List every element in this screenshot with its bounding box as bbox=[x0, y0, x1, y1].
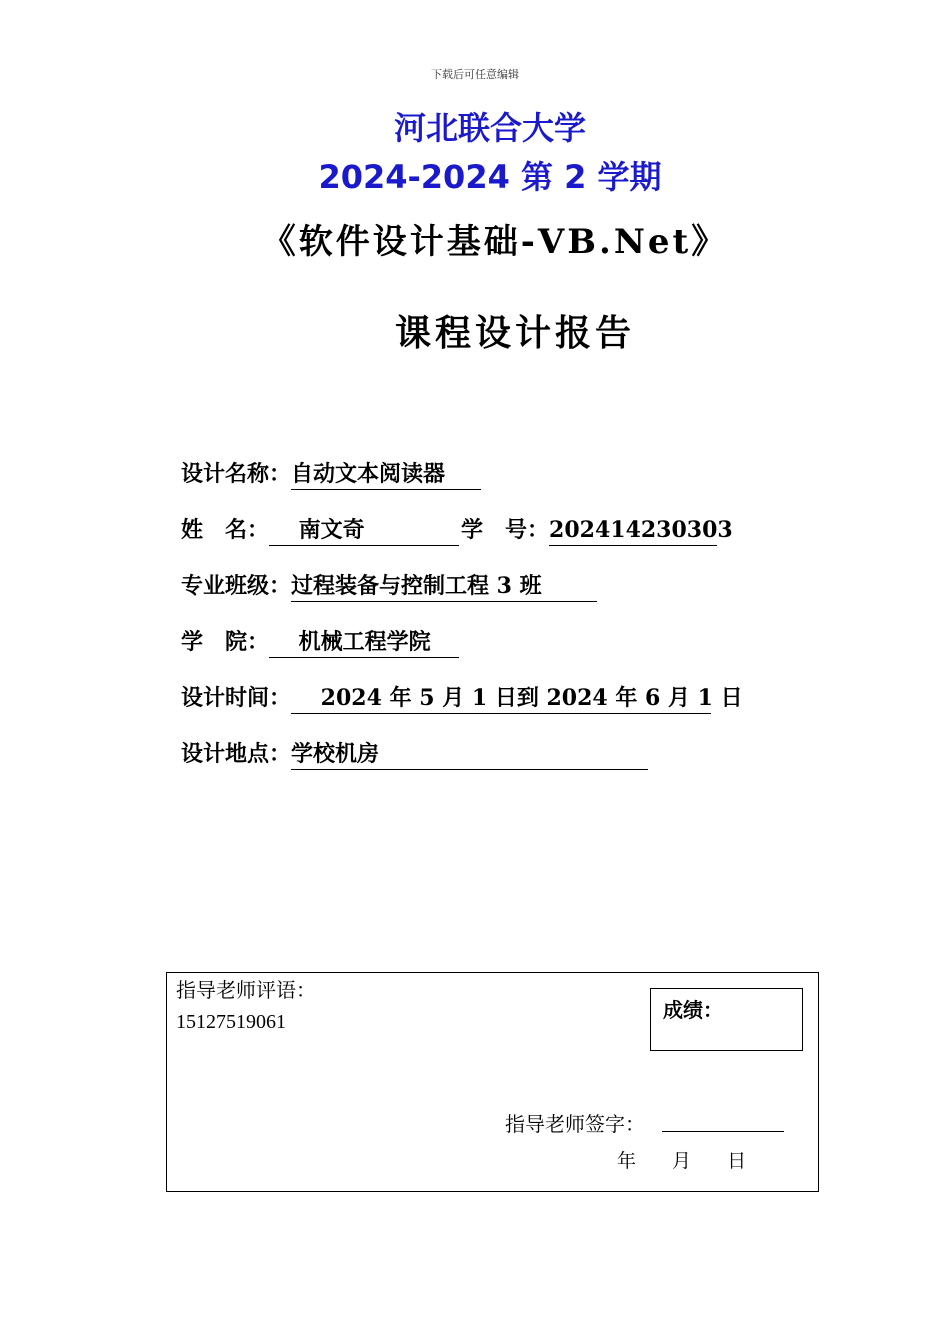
class-value: 过程装备与控制工程 3 班 bbox=[291, 571, 597, 602]
time-label: 设计时间： bbox=[181, 686, 292, 711]
sign-line bbox=[662, 1131, 784, 1132]
name-row bbox=[181, 514, 733, 548]
design-name-row bbox=[181, 458, 481, 492]
class-label: 专业班级： bbox=[181, 574, 292, 599]
name-label: 姓 名： bbox=[181, 518, 270, 543]
student-no-value: 202414230303 bbox=[549, 515, 717, 546]
design-name-value: 自动文本阅读器 bbox=[291, 459, 481, 490]
comment-label: 指导老师评语： bbox=[176, 978, 316, 1002]
course-title: 《软件设计基础-VB.Net》 bbox=[261, 222, 729, 262]
place-row bbox=[181, 738, 648, 772]
header-note: 下载后可任意编辑 bbox=[431, 68, 519, 81]
name-value: 南文奇 bbox=[269, 515, 459, 546]
college-row bbox=[181, 626, 459, 660]
class-row bbox=[181, 570, 597, 604]
design-name-label: 设计名称： bbox=[181, 462, 292, 487]
time-value: 2024 年 5 月 1 日到 2024 年 6 月 1 日 bbox=[291, 683, 711, 714]
time-row bbox=[181, 682, 743, 716]
place-label: 设计地点： bbox=[181, 742, 292, 767]
report-title: 课程设计报告 bbox=[394, 313, 635, 354]
college-value: 机械工程学院 bbox=[269, 627, 459, 658]
score-label: 成绩： bbox=[663, 998, 723, 1022]
date-line: 年 月 日 bbox=[617, 1150, 747, 1172]
term-title: 2024-2024 第 2 学期 bbox=[318, 158, 662, 196]
college-label: 学 院： bbox=[181, 630, 270, 655]
student-no-label: 学 号： bbox=[461, 518, 550, 543]
place-value: 学校机房 bbox=[291, 739, 648, 770]
sign-label: 指导老师签字： bbox=[505, 1112, 645, 1136]
comment-phone: 15127519061 bbox=[176, 1011, 286, 1033]
university-title: 河北联合大学 bbox=[393, 109, 586, 147]
